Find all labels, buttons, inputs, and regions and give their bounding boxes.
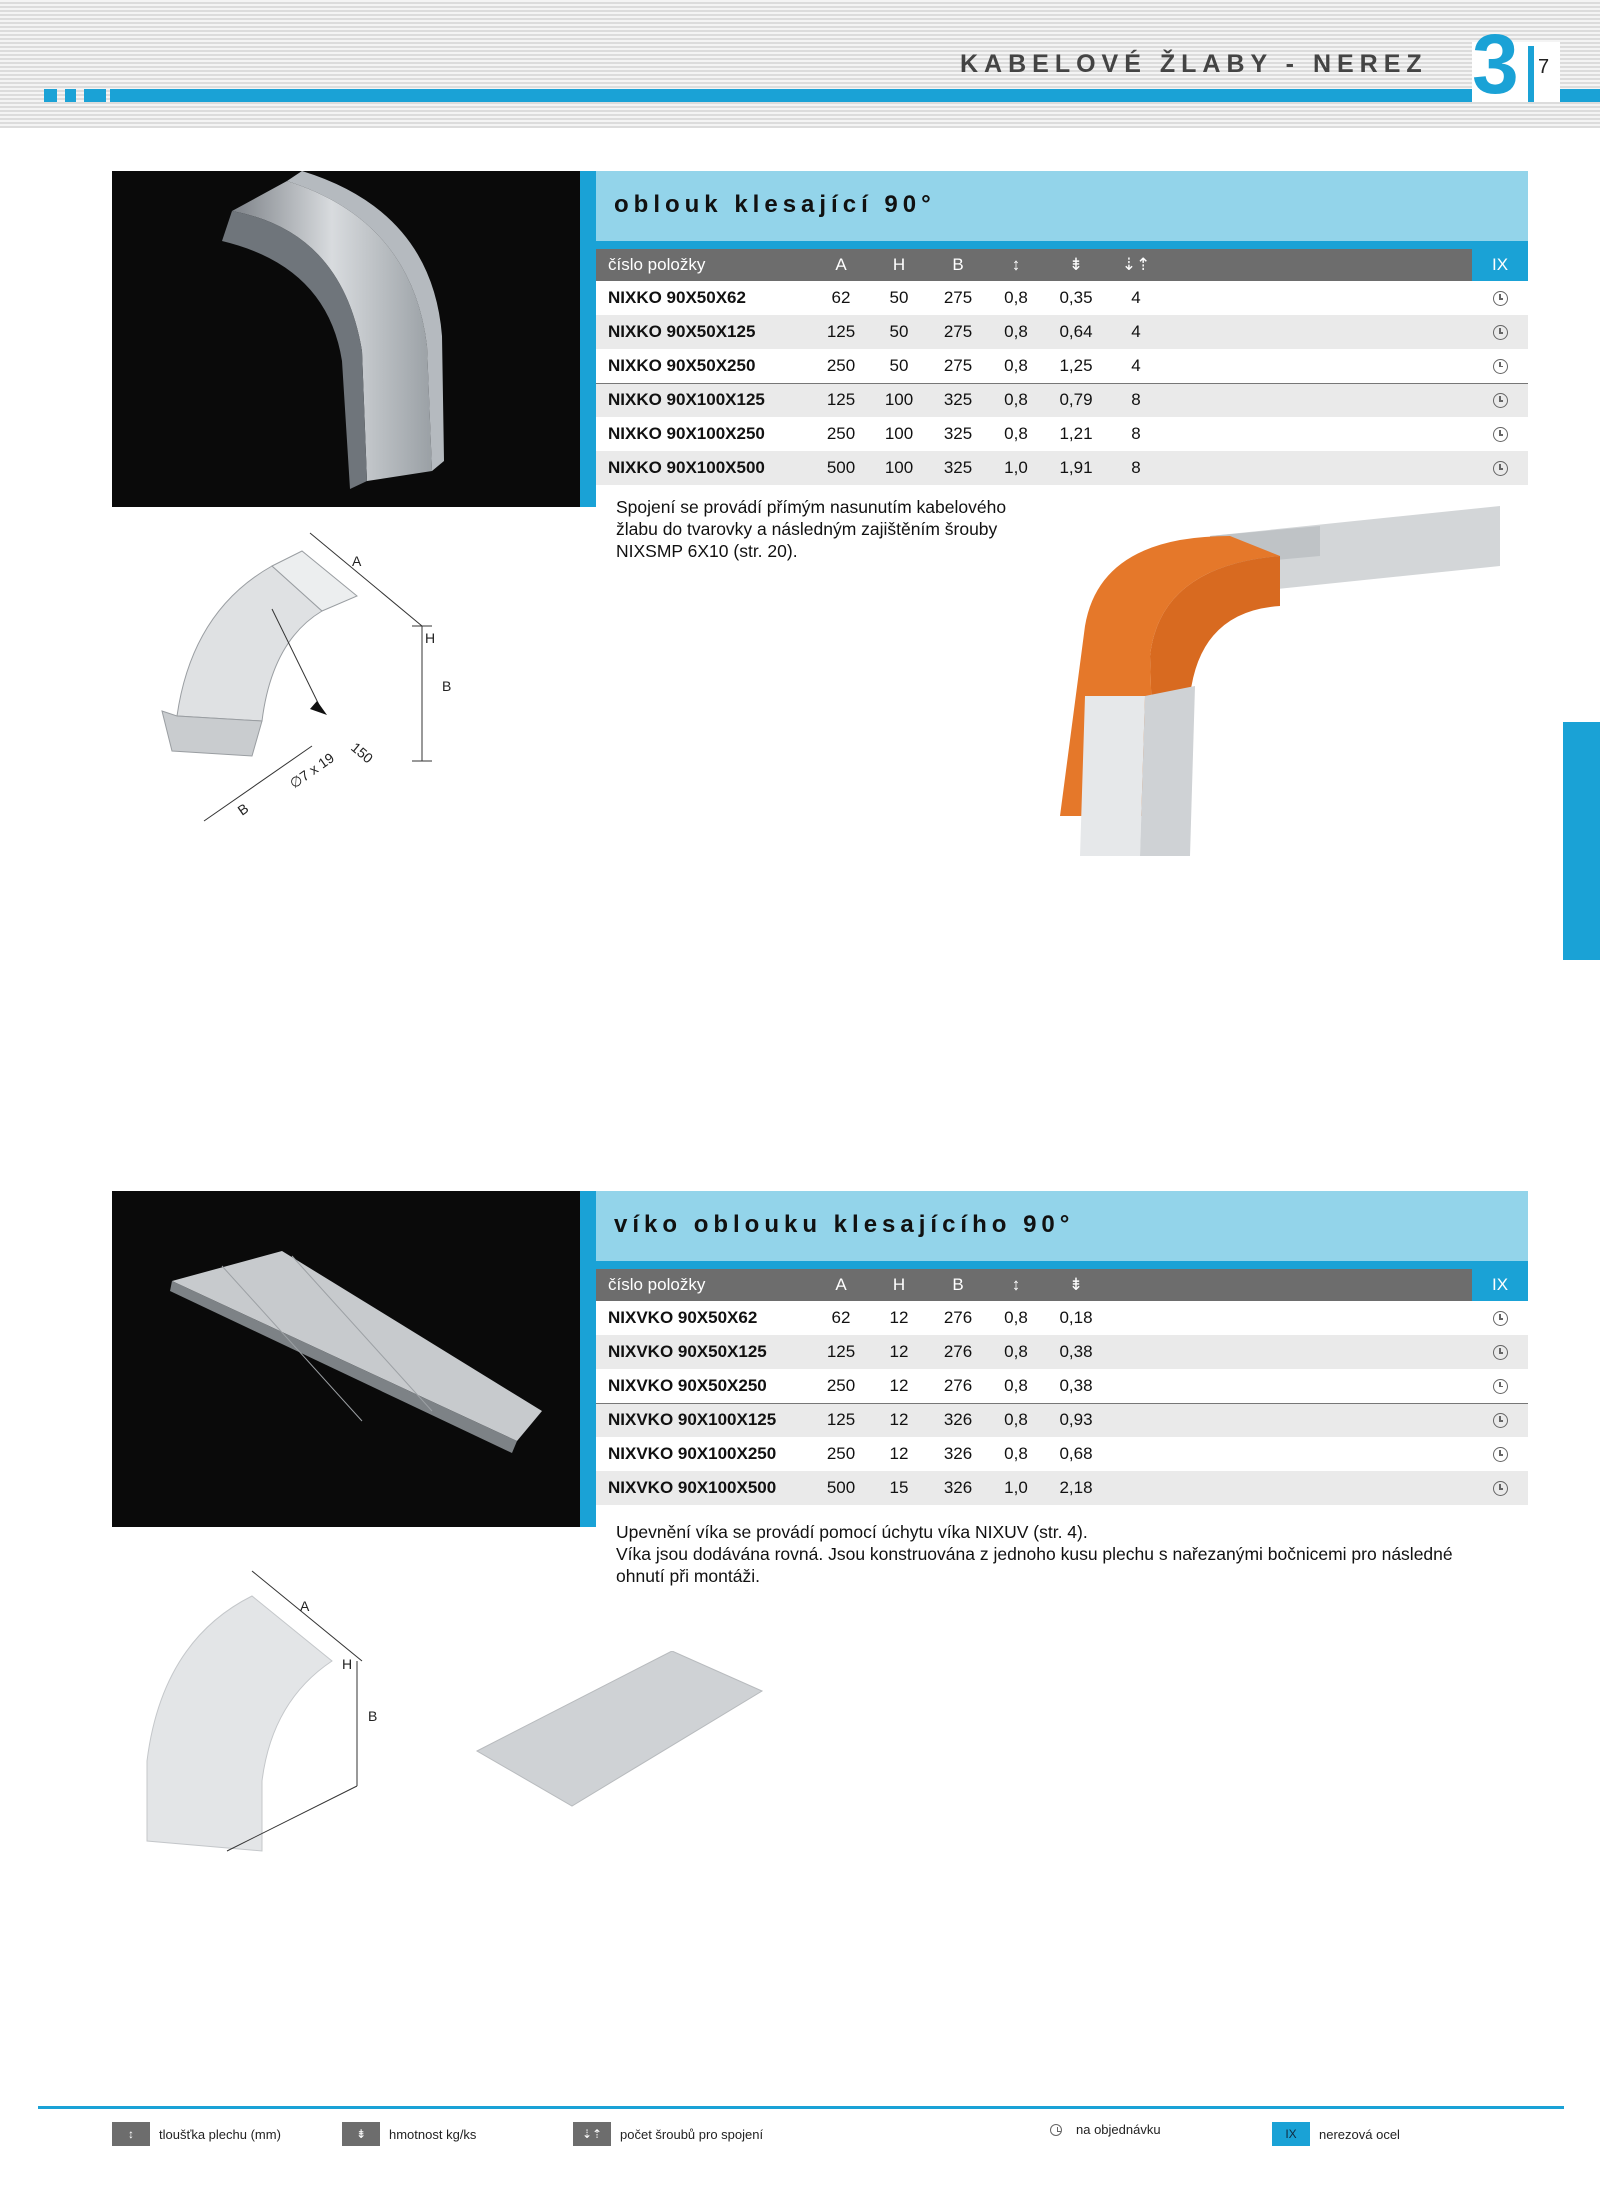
dim-a: A xyxy=(300,1598,310,1614)
clock-icon xyxy=(1493,1481,1508,1496)
cell-h: 50 xyxy=(889,355,909,375)
product-photo xyxy=(112,1191,580,1527)
dim-a: A xyxy=(352,553,362,569)
title-underline xyxy=(596,1261,1528,1269)
cell-h: 12 xyxy=(870,1403,928,1437)
cell-item: NIXKO 90X100X500 xyxy=(596,451,812,485)
cell-weight: 1,91 xyxy=(1044,451,1108,485)
cell-weight: 0,68 xyxy=(1059,1444,1093,1463)
cell-b: 326 xyxy=(928,1403,988,1437)
clock-icon xyxy=(1493,461,1508,476)
legend-thickness: ↕ tloušťka plechu (mm) xyxy=(112,2122,281,2146)
col-a: A xyxy=(812,249,870,281)
cell-a: 250 xyxy=(826,1444,856,1463)
col-ix: IX xyxy=(1472,1269,1528,1301)
cell-screws: 4 xyxy=(1108,315,1164,349)
spec-table xyxy=(596,1269,1528,1505)
cell-item: NIXKO 90X50X125 xyxy=(596,315,812,349)
cell-b: 276 xyxy=(928,1335,988,1369)
cell-b: 325 xyxy=(928,383,988,417)
col-screws: ⇣⇡ xyxy=(1108,249,1164,281)
section-accent-strip xyxy=(580,1191,596,1527)
legend-stainless: IX nerezová ocel xyxy=(1272,2122,1400,2146)
cell-item: NIXVKO 90X50X250 xyxy=(608,1375,767,1395)
cell-screws: 4 xyxy=(1131,288,1141,307)
cell-thickness: 0,8 xyxy=(988,383,1044,417)
cell-a: 500 xyxy=(812,451,870,485)
dim-b: B xyxy=(442,678,452,694)
clock-icon xyxy=(1493,291,1508,306)
table-row xyxy=(596,281,1528,315)
dim-h: H xyxy=(425,630,436,646)
cell-a: 125 xyxy=(812,1335,870,1369)
cell-h: 100 xyxy=(870,451,928,485)
col-weight: ⇟ xyxy=(1044,249,1108,281)
cell-a: 62 xyxy=(831,1308,851,1327)
dim-radius: 150 xyxy=(348,739,377,767)
chapter-number: 3 xyxy=(1472,17,1519,111)
table-row xyxy=(596,1369,1528,1403)
section-title: víko oblouku klesajícího 90° xyxy=(614,1211,1075,1238)
chapter-side-tab xyxy=(1563,722,1600,960)
clock-icon xyxy=(1493,325,1508,340)
cell-item: NIXKO 90X100X125 xyxy=(596,383,812,417)
cell-weight: 0,64 xyxy=(1044,315,1108,349)
cell-h: 12 xyxy=(870,1335,928,1369)
legend-weight: ⇟ hmotnost kg/ks xyxy=(342,2122,476,2146)
clock-icon xyxy=(1493,1379,1508,1394)
stainless-icon: IX xyxy=(1272,2122,1310,2146)
col-ix: IX xyxy=(1472,249,1528,281)
weight-icon: ⇟ xyxy=(342,2122,380,2146)
section-oblouk xyxy=(112,171,1528,871)
cell-weight: 0,93 xyxy=(1044,1403,1108,1437)
col-h: H xyxy=(870,249,928,281)
section-note: Upevnění víka se provádí pomocí úchytu víka NIXUV (str. 4). Víka jsou dodávána rovná. Jsou konstruována z jednoho kusu plechu s nařezanými bočnicemi pro následné ohnutí při montáži. xyxy=(616,1522,1453,1586)
section-title-band xyxy=(596,171,1528,241)
cell-a: 250 xyxy=(826,1375,856,1395)
clock-icon xyxy=(1493,393,1508,408)
col-item: číslo položky xyxy=(596,249,812,281)
table-row xyxy=(596,417,1528,451)
cell-thickness: 0,8 xyxy=(1004,355,1028,375)
clock-icon xyxy=(1493,1345,1508,1360)
cell-h: 50 xyxy=(889,288,909,307)
col-spacer xyxy=(1164,1269,1472,1301)
cell-thickness: 0,8 xyxy=(988,315,1044,349)
cell-thickness: 0,8 xyxy=(988,1403,1044,1437)
col-weight: ⇟ xyxy=(1044,1269,1108,1301)
cell-b: 275 xyxy=(928,315,988,349)
cell-thickness: 0,8 xyxy=(1004,1375,1028,1395)
title-underline xyxy=(596,241,1528,249)
col-thickness: ↕ xyxy=(988,249,1044,281)
cell-thickness: 0,8 xyxy=(1004,1444,1028,1463)
cell-b: 326 xyxy=(943,1444,973,1463)
page-number: 7 xyxy=(1538,56,1550,78)
cell-item: NIXKO 90X50X62 xyxy=(608,288,746,307)
table-row xyxy=(596,1335,1528,1369)
chapter-divider xyxy=(1528,46,1534,102)
cell-a: 500 xyxy=(812,1471,870,1505)
clock-icon xyxy=(1493,1447,1508,1462)
cell-item: NIXVKO 90X50X125 xyxy=(596,1335,812,1369)
col-thickness: ↕ xyxy=(988,1269,1044,1301)
section-title-band xyxy=(596,1191,1528,1261)
cell-weight: 0,38 xyxy=(1059,1375,1093,1395)
dimension-drawing xyxy=(122,521,482,861)
clock-icon xyxy=(1493,1311,1508,1326)
cell-h: 12 xyxy=(889,1444,909,1463)
cell-h: 12 xyxy=(889,1375,909,1395)
cell-h: 100 xyxy=(884,424,914,443)
clock-icon xyxy=(1493,427,1508,442)
col-b: B xyxy=(928,1269,988,1301)
clock-icon xyxy=(1493,1413,1508,1428)
cell-a: 125 xyxy=(812,1403,870,1437)
installation-illustration xyxy=(1040,496,1536,856)
cell-b: 276 xyxy=(943,1375,973,1395)
cell-screws: 8 xyxy=(1108,451,1164,485)
table-row xyxy=(596,451,1528,485)
cell-thickness: 0,8 xyxy=(1004,424,1028,443)
table-header-row xyxy=(596,249,1528,281)
product-photo xyxy=(112,171,580,507)
cell-weight: 1,25 xyxy=(1059,355,1093,375)
cell-weight: 2,18 xyxy=(1044,1471,1108,1505)
section-accent-strip xyxy=(580,171,596,507)
cell-item: NIXVKO 90X50X62 xyxy=(608,1308,758,1327)
cell-h: 100 xyxy=(870,383,928,417)
table-header-row xyxy=(596,1269,1528,1301)
cell-weight: 0,79 xyxy=(1044,383,1108,417)
col-h: H xyxy=(870,1269,928,1301)
cell-screws: 4 xyxy=(1131,355,1141,375)
col-a: A xyxy=(812,1269,870,1301)
cell-h: 12 xyxy=(889,1308,909,1327)
table-row xyxy=(596,1437,1528,1471)
cell-thickness: 1,0 xyxy=(988,1471,1044,1505)
cell-b: 276 xyxy=(943,1308,973,1327)
table-row xyxy=(596,1301,1528,1335)
dim-h: H xyxy=(342,1656,353,1672)
cell-a: 250 xyxy=(826,424,856,443)
cell-weight: 0,38 xyxy=(1044,1335,1108,1369)
section-title: oblouk klesající 90° xyxy=(614,191,936,218)
cell-weight: 0,18 xyxy=(1059,1308,1093,1327)
cell-screws: 8 xyxy=(1108,383,1164,417)
table-row xyxy=(596,349,1528,383)
col-item: číslo položky xyxy=(596,1269,812,1301)
cell-h: 50 xyxy=(870,315,928,349)
cell-thickness: 1,0 xyxy=(988,451,1044,485)
legend-on-order: na objednávku xyxy=(1050,2122,1161,2137)
footer-rule xyxy=(38,2106,1564,2109)
header-rule xyxy=(110,89,1600,102)
thickness-icon: ↕ xyxy=(112,2122,150,2146)
table-row xyxy=(596,1471,1528,1505)
spec-table xyxy=(596,249,1528,485)
cell-b: 326 xyxy=(928,1471,988,1505)
clock-icon xyxy=(1493,359,1508,374)
cell-b: 325 xyxy=(928,451,988,485)
cell-weight: 0,35 xyxy=(1059,288,1093,307)
cover-drawing xyxy=(142,1551,442,1861)
cell-b: 275 xyxy=(943,355,973,375)
cell-b: 325 xyxy=(943,424,973,443)
cell-item: NIXVKO 90X100X125 xyxy=(596,1403,812,1437)
cell-thickness: 0,8 xyxy=(988,1335,1044,1369)
table-row xyxy=(596,383,1528,417)
page-title: KABELOVÉ ŽLABY - NEREZ xyxy=(960,50,1428,78)
cell-item: NIXKO 90X50X250 xyxy=(608,355,756,375)
cell-a: 250 xyxy=(826,355,856,375)
dim-b: B xyxy=(368,1708,378,1724)
table-row xyxy=(596,1403,1528,1437)
flat-cover-drawing xyxy=(472,1651,772,1831)
cell-thickness: 0,8 xyxy=(1004,1308,1028,1327)
cell-h: 15 xyxy=(870,1471,928,1505)
cell-a: 62 xyxy=(831,288,851,307)
table-row xyxy=(596,315,1528,349)
clock-icon xyxy=(1050,2124,1062,2136)
cell-item: NIXVKO 90X100X250 xyxy=(608,1444,777,1463)
cell-a: 125 xyxy=(812,315,870,349)
cell-item: NIXKO 90X100X250 xyxy=(608,424,765,443)
legend-screws: ⇣⇡ počet šroubů pro spojení xyxy=(573,2122,763,2146)
cell-thickness: 0,8 xyxy=(1004,288,1028,307)
dim-hole: ∅7 x 19 xyxy=(286,749,337,792)
col-b: B xyxy=(928,249,988,281)
cell-screws: 8 xyxy=(1131,424,1141,443)
screws-icon: ⇣⇡ xyxy=(573,2122,611,2146)
cell-weight: 1,21 xyxy=(1059,424,1093,443)
cell-item: NIXVKO 90X100X500 xyxy=(596,1471,812,1505)
cell-b: 275 xyxy=(943,288,973,307)
section-note: Spojení se provádí přímým nasunutím kabelového žlabu do tvarovky a následným zajištěním šrouby NIXSMP 6X10 (str. 20). xyxy=(616,497,1007,561)
cell-a: 125 xyxy=(812,383,870,417)
col-spacer xyxy=(1164,249,1472,281)
dim-b2: B xyxy=(234,799,252,819)
section-viko xyxy=(112,1191,1528,1891)
